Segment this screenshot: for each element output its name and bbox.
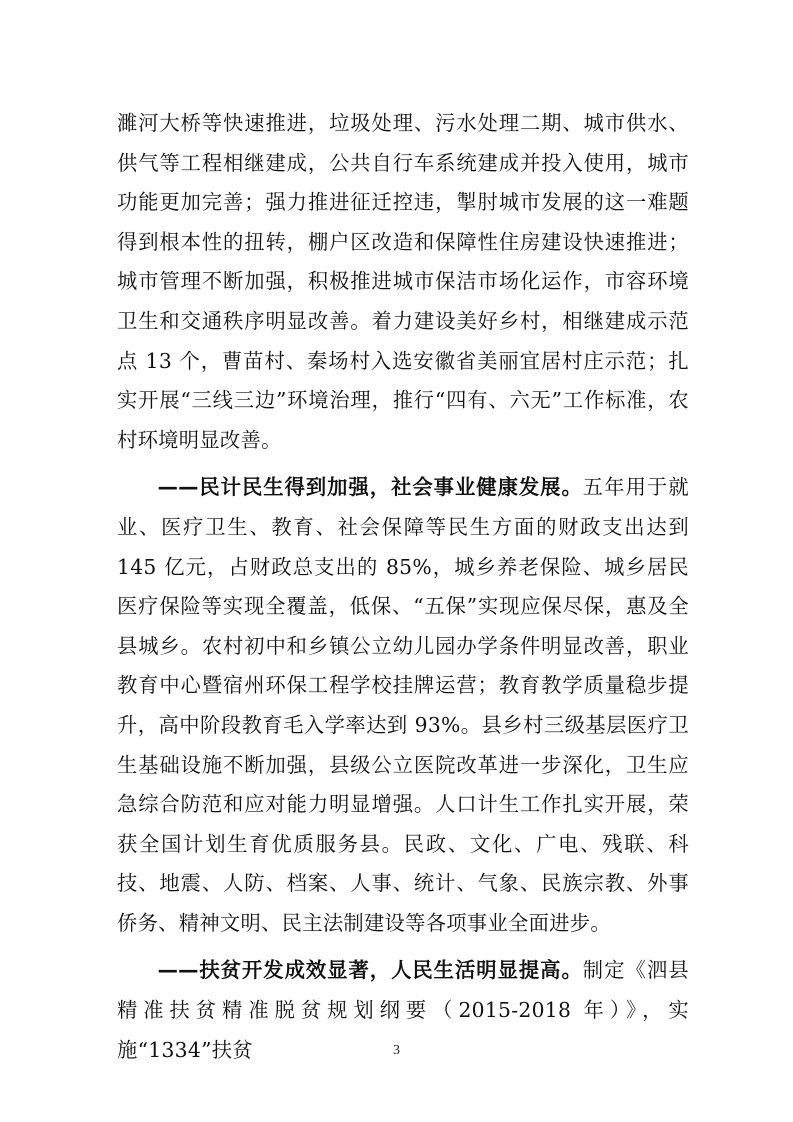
- document-body: [117, 104, 689, 1078]
- section-heading-poverty-alleviation: ——扶贫开发成效显著，人民生活明显提高。: [157, 958, 583, 983]
- section-heading-livelihood: ——民计民生得到加强，社会事业健康发展。: [157, 475, 583, 500]
- paragraph-3-text: 制定《泗县精准扶贫精准脱贫规划纲要（2015-2018 年）》，实施“1334”扶贫: [117, 958, 689, 1062]
- paragraph-2-text: 五年用于就业、医疗卫生、教育、社会保障等民生方面的财政支出达到 145 亿元，占财政总支出的 85%，城乡养老保险、城乡居民医疗保险等实现全覆盖，低保、“五保”实现应保尽保，惠及全县城乡。农村初中和乡镇公立幼儿园办学条件明显改善，职业教育中心暨宿州环保工程学校挂牌运营；教育教学质量稳步提升，高中阶段教育毛入学率达到 93%。县乡村三级基层医疗卫生基础设施不断加强，县级公立医院改革进一步深化，卫生应急综合防范和应对能力明显增强。人口计生工作扎实开展，荣获全国计划生育优质服务县。民政、文化、广电、残联、科技、地震、人防、档案、人事、统计、气象、民族宗教、外事侨务、精神文明、民主法制建设等各项事业全面进步。: [117, 475, 689, 935]
- paragraph-1: [117, 104, 689, 460]
- page-number: 3: [393, 1043, 400, 1058]
- paragraph-2: [117, 468, 689, 943]
- paragraph-1-text: 濉河大桥等快速推进，垃圾处理、污水处理二期、城市供水、供气等工程相继建成，公共自行车系统建成并投入使用，城市功能更加完善；强力推进征迁控违，掣肘城市发展的这一难题得到根本性的扭转，棚户区改造和保障性住房建设快速推进；城市管理不断加强，积极推进城市保洁市场化运作，市容环境卫生和交通秩序明显改善。着力建设美好乡村，相继建成示范点 13 个，曹苗村、秦场村入选安徽省美丽宜居村庄示范；扎实开展“三线三边”环境治理，推行“四有、六无”工作标准，农村环境明显改善。: [117, 111, 689, 452]
